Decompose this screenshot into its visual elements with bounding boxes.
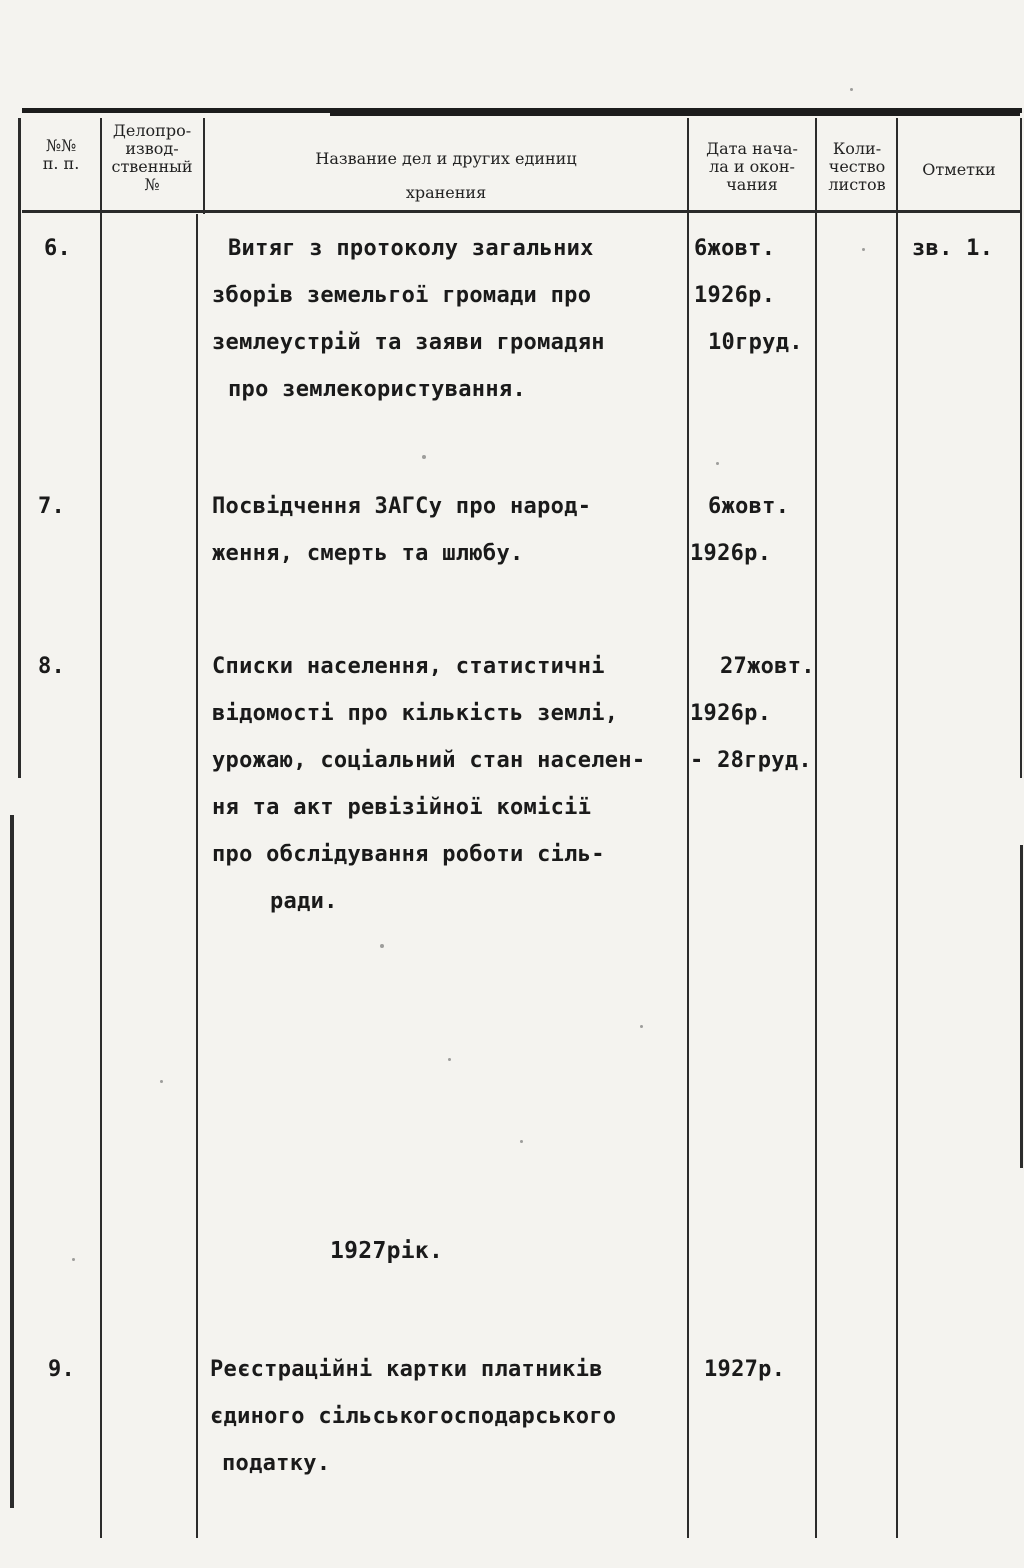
header-col-notes-line1: Отметки [922, 160, 996, 179]
header-col-office-line1: Делопро- [112, 121, 192, 140]
title-line: про обслідування роботи сіль- [212, 842, 605, 867]
date-line: 6жовт. [708, 494, 790, 519]
column-divider-2 [196, 214, 198, 1538]
row-6-title [212, 225, 605, 413]
date-line: 1926р. [694, 283, 776, 308]
row-number: 9. [48, 1357, 76, 1382]
header-col-title-line2: хранения [405, 183, 487, 202]
header-col-office-line3: ственный [111, 157, 193, 176]
row-number: 8. [38, 654, 66, 679]
ink-speck [380, 944, 384, 948]
left-border-lower [10, 815, 14, 1508]
header-col-title [206, 142, 686, 210]
header-col-count [818, 140, 896, 194]
header-col-date-line3: чания [726, 175, 778, 194]
title-line: Посвідчення ЗАГСу про народ- [212, 494, 592, 519]
header-rule [22, 210, 1022, 213]
row-8-title [212, 643, 645, 925]
right-border [1020, 118, 1022, 778]
ink-speck [716, 462, 719, 465]
title-line: урожаю, соціальний стан населен- [212, 748, 646, 773]
title-line: зборів земельгої громади про [212, 283, 592, 308]
section-year-heading [330, 1228, 443, 1275]
title-line: ня та акт ревізійної комісії [212, 795, 592, 820]
ink-speck [850, 88, 853, 91]
title-line: про землекористування. [228, 377, 526, 402]
header-col-number [22, 137, 100, 173]
header-col-count-line3: листов [828, 175, 886, 194]
row-7-number [38, 483, 65, 530]
header-col-office-line2: извод- [125, 139, 179, 158]
date-line: 6жовт. [694, 236, 776, 261]
row-7-title [212, 483, 591, 577]
ink-speck [520, 1140, 523, 1143]
column-divider-3 [687, 118, 689, 1538]
column-divider-4 [815, 118, 817, 1538]
header-col-number-line2: п. п. [42, 154, 80, 173]
row-9-number [48, 1346, 75, 1393]
header-col-count-line1: Коли- [832, 139, 882, 158]
header-col-number-line1: №№ [45, 136, 77, 155]
date-line: 1927р. [704, 1357, 786, 1382]
row-9-title [210, 1346, 616, 1487]
row-8-number [38, 643, 65, 690]
ink-speck [72, 1258, 75, 1261]
date-line: 27жовт. [720, 654, 815, 679]
header-col-count-line2: чество [828, 157, 886, 176]
title-line: відомості про кількість землі, [212, 701, 619, 726]
right-border-lower [1020, 845, 1023, 1168]
row-6-date [694, 225, 803, 366]
column-divider-1 [100, 118, 102, 1538]
date-line: 1926р. [690, 701, 772, 726]
date-line: - 28груд. [690, 748, 812, 773]
row-number: 7. [38, 494, 66, 519]
title-line: землеустрій та заяви громадян [212, 330, 605, 355]
header-col-date [690, 140, 814, 194]
row-6-notes [912, 225, 993, 272]
header-col-notes [899, 161, 1019, 179]
top-rule-secondary [330, 113, 1020, 116]
date-line: 1926р. [690, 541, 772, 566]
column-divider-2-header [203, 118, 205, 214]
row-9-date [704, 1346, 785, 1393]
column-divider-5 [896, 118, 898, 1538]
ink-speck [448, 1058, 451, 1061]
header-col-office-number [102, 122, 202, 194]
title-line: ради. [270, 889, 338, 914]
row-number: 6. [44, 236, 72, 261]
section-year-text: 1927рік. [330, 1238, 444, 1264]
header-col-date-line1: Дата нача- [706, 139, 798, 158]
header-col-title-line1: Название дел и других единиц [315, 149, 577, 168]
left-border [18, 118, 21, 778]
title-line: податку. [222, 1451, 331, 1476]
ink-speck [422, 455, 426, 459]
ink-speck [862, 248, 865, 251]
title-line: єдиного сільськогосподарського [210, 1404, 617, 1429]
row-7-date [690, 483, 789, 577]
header-col-office-line4: № [144, 175, 160, 194]
ink-speck [640, 1025, 643, 1028]
title-line: Списки населення, статистичні [212, 654, 605, 679]
notes-value: зв. 1. [912, 236, 994, 261]
date-line: 10груд. [708, 330, 803, 355]
header-col-date-line2: ла и окон- [709, 157, 795, 176]
title-line: Витяг з протоколу загальних [228, 236, 594, 261]
ink-speck [160, 1080, 163, 1083]
row-6-number [44, 225, 71, 272]
row-8-date [690, 643, 815, 784]
title-line: Реєстраційні картки платників [210, 1357, 603, 1382]
title-line: ження, смерть та шлюбу. [212, 541, 524, 566]
